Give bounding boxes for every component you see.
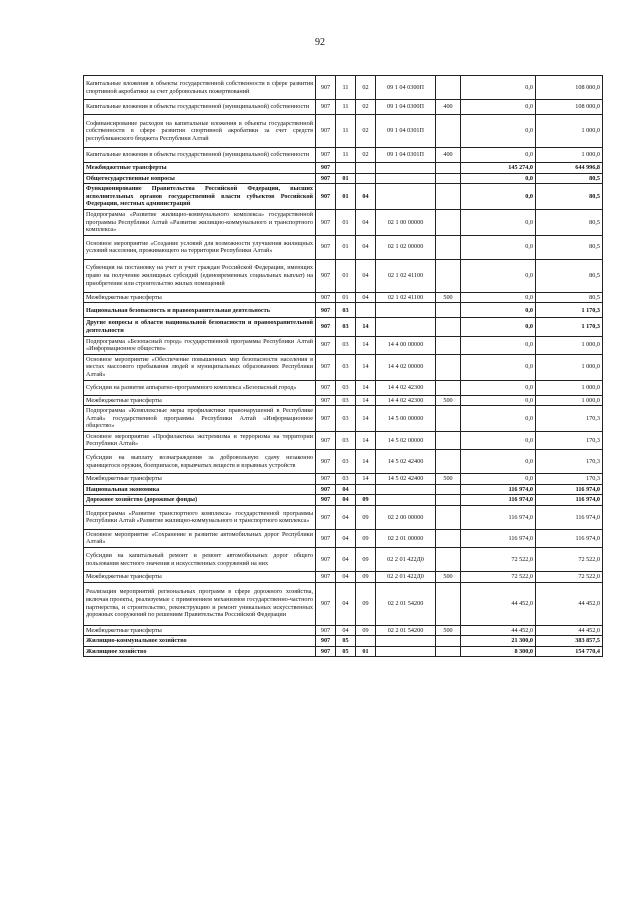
row-grbs: 907 <box>316 625 336 636</box>
table-row <box>84 173 603 184</box>
row-grbs: 907 <box>316 582 336 625</box>
row-target-article: 02 2 01 00000 <box>376 529 436 547</box>
row-section: 03 <box>336 318 356 336</box>
row-subsection: 14 <box>356 318 376 336</box>
row-target-article: 14 5 02 42400 <box>376 474 436 485</box>
row-target-article: 14 4 02 42300 <box>376 380 436 395</box>
row-sum-1: 0,0 <box>461 184 536 210</box>
table-row <box>84 163 603 174</box>
row-section: 01 <box>336 259 356 292</box>
row-target-article: 14 4 02 00000 <box>376 354 436 380</box>
row-name: Подпрограмма «Безопасный город» государственной программы Республики Алтай «Информационное общество» <box>84 336 316 354</box>
row-target-article: 02 1 02 41100 <box>376 292 436 303</box>
row-expense-type <box>436 354 461 380</box>
row-sum-1: 116 974,0 <box>461 505 536 529</box>
row-sum-2: 170,3 <box>536 431 603 449</box>
row-sum-1: 145 274,0 <box>461 163 536 174</box>
row-subsection <box>356 303 376 318</box>
row-name: Национальная безопасность и правоохранительная деятельность <box>84 303 316 318</box>
row-expense-type: 500 <box>436 474 461 485</box>
row-target-article: 14 4 00 00000 <box>376 336 436 354</box>
row-sum-1: 0,0 <box>461 76 536 100</box>
row-name: Национальная экономика <box>84 484 316 495</box>
row-subsection: 02 <box>356 76 376 100</box>
row-grbs: 907 <box>316 484 336 495</box>
row-sum-2: 80,5 <box>536 173 603 184</box>
row-sum-2: 170,3 <box>536 474 603 485</box>
row-target-article <box>376 484 436 495</box>
row-subsection: 09 <box>356 548 376 572</box>
table-row <box>84 292 603 303</box>
row-subsection: 04 <box>356 184 376 210</box>
row-name: Общегосударственные вопросы <box>84 173 316 184</box>
row-sum-1: 8 300,0 <box>461 646 536 657</box>
row-target-article: 02 1 02 41100 <box>376 259 436 292</box>
row-expense-type <box>436 505 461 529</box>
row-sum-1: 0,0 <box>461 450 536 474</box>
row-sum-2: 383 857,5 <box>536 636 603 647</box>
table-row <box>84 484 603 495</box>
row-grbs: 907 <box>316 303 336 318</box>
row-sum-1: 0,0 <box>461 336 536 354</box>
row-sum-2: 1 170,3 <box>536 303 603 318</box>
table-row <box>84 380 603 395</box>
row-sum-2: 116 974,0 <box>536 484 603 495</box>
row-sum-2: 1 000,0 <box>536 354 603 380</box>
row-name: Жилищно-коммунальное хозяйство <box>84 636 316 647</box>
row-sum-1: 0,0 <box>461 318 536 336</box>
row-sum-2: 44 452,0 <box>536 582 603 625</box>
row-name: Другие вопросы в области национальной безопасности и правоохранительной деятельности <box>84 318 316 336</box>
table-row <box>84 148 603 163</box>
row-name: Межбюджетные трансферты <box>84 625 316 636</box>
row-section: 03 <box>336 431 356 449</box>
row-section: 01 <box>336 184 356 210</box>
row-grbs: 907 <box>316 184 336 210</box>
row-section: 01 <box>336 292 356 303</box>
row-expense-type <box>436 646 461 657</box>
row-name: Капитальные вложения в объекты государственной (муниципальной) собственности <box>84 100 316 115</box>
table-row <box>84 395 603 406</box>
row-section: 04 <box>336 582 356 625</box>
row-grbs: 907 <box>316 450 336 474</box>
row-expense-type <box>436 529 461 547</box>
row-sum-2: 108 000,0 <box>536 76 603 100</box>
row-name: Межбюджетные трансферты <box>84 163 316 174</box>
row-target-article: 09 1 04 0300П <box>376 76 436 100</box>
row-expense-type <box>436 484 461 495</box>
row-sum-1: 0,0 <box>461 474 536 485</box>
table-row <box>84 582 603 625</box>
row-name: Подпрограмма «Комплексные меры профилактики правонарушений в Республике Алтай» государственной программы Республики Алтай «Информационное общество» <box>84 406 316 432</box>
row-expense-type <box>436 636 461 647</box>
row-target-article <box>376 303 436 318</box>
row-target-article: 09 1 04 0301П <box>376 115 436 148</box>
row-expense-type <box>436 303 461 318</box>
row-section: 04 <box>336 495 356 506</box>
row-sum-1: 0,0 <box>461 115 536 148</box>
table-row <box>84 115 603 148</box>
table-row <box>84 646 603 657</box>
row-subsection: 09 <box>356 505 376 529</box>
row-subsection: 04 <box>356 292 376 303</box>
row-grbs: 907 <box>316 636 336 647</box>
row-expense-type: 500 <box>436 625 461 636</box>
row-name: Межбюджетные трансферты <box>84 474 316 485</box>
row-grbs: 907 <box>316 395 336 406</box>
row-sum-1: 0,0 <box>461 303 536 318</box>
row-target-article: 02 2 00 00000 <box>376 505 436 529</box>
row-grbs: 907 <box>316 572 336 583</box>
row-target-article: 09 1 04 0301П <box>376 148 436 163</box>
row-sum-1: 116 974,0 <box>461 484 536 495</box>
row-sum-1: 0,0 <box>461 380 536 395</box>
table-row <box>84 474 603 485</box>
row-name: Основное мероприятие «Обеспечение повышенных мер безопасности населения в местах массового пребывания людей в муниципальных образованиях Республики Алтай» <box>84 354 316 380</box>
row-grbs: 907 <box>316 495 336 506</box>
row-grbs: 907 <box>316 259 336 292</box>
row-grbs: 907 <box>316 354 336 380</box>
table-row <box>84 184 603 210</box>
row-subsection: 09 <box>356 495 376 506</box>
row-subsection: 01 <box>356 646 376 657</box>
row-grbs: 907 <box>316 209 336 235</box>
row-name: Подпрограмма «Развитие жилищно-коммунального комплекса» государственной программы Республики Алтай «Развитие жилищно-коммунального и транспортного комплекса» <box>84 209 316 235</box>
row-sum-1: 116 974,0 <box>461 529 536 547</box>
row-target-article <box>376 173 436 184</box>
row-expense-type <box>436 209 461 235</box>
row-expense-type: 400 <box>436 100 461 115</box>
row-section: 05 <box>336 646 356 657</box>
row-sum-1: 0,0 <box>461 431 536 449</box>
row-sum-2: 80,5 <box>536 209 603 235</box>
row-sum-2: 80,5 <box>536 235 603 259</box>
row-grbs: 907 <box>316 505 336 529</box>
row-section: 11 <box>336 148 356 163</box>
row-section <box>336 163 356 174</box>
row-subsection <box>356 163 376 174</box>
table-row <box>84 235 603 259</box>
row-target-article: 14 5 02 42400 <box>376 450 436 474</box>
row-expense-type <box>436 380 461 395</box>
row-expense-type <box>436 548 461 572</box>
row-expense-type <box>436 318 461 336</box>
row-sum-1: 0,0 <box>461 209 536 235</box>
row-name: Капитальные вложения в объекты государственной собственности в сфере развития спортивной акробатики за счет добровольных пожертвований <box>84 76 316 100</box>
row-sum-2: 1 000,0 <box>536 148 603 163</box>
row-expense-type: 500 <box>436 292 461 303</box>
row-expense-type <box>436 495 461 506</box>
row-sum-1: 0,0 <box>461 395 536 406</box>
row-sum-1: 116 974,0 <box>461 495 536 506</box>
table-row <box>84 572 603 583</box>
row-sum-1: 0,0 <box>461 292 536 303</box>
row-target-article: 02 2 01 422Д0 <box>376 548 436 572</box>
row-sum-1: 72 522,0 <box>461 572 536 583</box>
row-sum-2: 1 000,0 <box>536 336 603 354</box>
row-section: 03 <box>336 336 356 354</box>
row-section: 03 <box>336 395 356 406</box>
row-expense-type <box>436 235 461 259</box>
row-sum-2: 1 000,0 <box>536 380 603 395</box>
row-grbs: 907 <box>316 336 336 354</box>
row-sum-1: 0,0 <box>461 173 536 184</box>
row-expense-type <box>436 184 461 210</box>
row-subsection: 14 <box>356 336 376 354</box>
row-name: Основное мероприятие «Сохранение и развитие автомобильных дорог Республики Алтай» <box>84 529 316 547</box>
table-row <box>84 548 603 572</box>
row-subsection: 02 <box>356 115 376 148</box>
row-target-article <box>376 184 436 210</box>
budget-table-body <box>84 76 603 657</box>
row-expense-type <box>436 450 461 474</box>
row-target-article: 02 2 01 54200 <box>376 582 436 625</box>
row-sum-2: 72 522,0 <box>536 572 603 583</box>
row-target-article: 02 2 01 422Д0 <box>376 572 436 583</box>
row-name: Подпрограмма «Развитие транспортного комплекса» государственной программы Республики Алтай «Развитие жилищно-коммунального и транспортного комплекса» <box>84 505 316 529</box>
row-name: Субвенция на постановку на учет и учет граждан Российской Федерации, имеющих право на получение жилищных субсидий (единовременных социальных выплат) на приобретение или строительство жилых помещений <box>84 259 316 292</box>
row-section: 11 <box>336 100 356 115</box>
row-sum-2: 1 000,0 <box>536 395 603 406</box>
row-grbs: 907 <box>316 380 336 395</box>
row-section: 04 <box>336 572 356 583</box>
row-expense-type <box>436 431 461 449</box>
row-sum-2: 170,3 <box>536 450 603 474</box>
row-subsection: 14 <box>356 431 376 449</box>
row-section: 03 <box>336 406 356 432</box>
row-target-article: 02 1 00 00000 <box>376 209 436 235</box>
row-sum-1: 0,0 <box>461 354 536 380</box>
row-expense-type <box>436 76 461 100</box>
row-expense-type <box>436 259 461 292</box>
row-section: 04 <box>336 548 356 572</box>
row-name: Межбюджетные трансферты <box>84 572 316 583</box>
row-name: Основное мероприятие «Создание условий для возможности улучшения жилищных условий населения, проживающего на территории Республики Алтай» <box>84 235 316 259</box>
budget-table <box>83 75 603 657</box>
row-expense-type <box>436 336 461 354</box>
row-sum-2: 644 996,8 <box>536 163 603 174</box>
table-row <box>84 336 603 354</box>
row-grbs: 907 <box>316 406 336 432</box>
row-sum-2: 80,5 <box>536 292 603 303</box>
row-grbs: 907 <box>316 646 336 657</box>
table-row <box>84 450 603 474</box>
row-target-article <box>376 495 436 506</box>
row-name: Дорожное хозяйство (дорожные фонды) <box>84 495 316 506</box>
row-subsection: 14 <box>356 450 376 474</box>
row-subsection: 14 <box>356 380 376 395</box>
row-sum-1: 0,0 <box>461 148 536 163</box>
row-target-article: 14 5 02 00000 <box>376 431 436 449</box>
row-sum-1: 44 452,0 <box>461 625 536 636</box>
row-subsection: 09 <box>356 625 376 636</box>
row-subsection: 09 <box>356 572 376 583</box>
row-section: 01 <box>336 173 356 184</box>
row-grbs: 907 <box>316 173 336 184</box>
row-section: 04 <box>336 505 356 529</box>
row-sum-2: 44 452,0 <box>536 625 603 636</box>
row-section: 03 <box>336 450 356 474</box>
row-expense-type <box>436 163 461 174</box>
row-grbs: 907 <box>316 529 336 547</box>
row-sum-1: 0,0 <box>461 406 536 432</box>
row-section: 04 <box>336 484 356 495</box>
row-target-article <box>376 636 436 647</box>
row-sum-2: 116 974,0 <box>536 529 603 547</box>
row-subsection: 02 <box>356 148 376 163</box>
row-subsection <box>356 484 376 495</box>
row-target-article <box>376 318 436 336</box>
row-expense-type <box>436 582 461 625</box>
row-target-article: 09 1 04 0300П <box>376 100 436 115</box>
table-row <box>84 505 603 529</box>
row-sum-1: 44 452,0 <box>461 582 536 625</box>
row-grbs: 907 <box>316 115 336 148</box>
row-expense-type <box>436 173 461 184</box>
table-row <box>84 259 603 292</box>
row-grbs: 907 <box>316 431 336 449</box>
row-sum-2: 80,5 <box>536 259 603 292</box>
table-row <box>84 495 603 506</box>
row-name: Реализация мероприятий региональных программ в сфере дорожного хозяйства, включая проекты, реализуемые с применением механизмов государственно-частного партнерства, и строительство, реконструкцию и ремонт уникальных искусственных дорожных сооружений по решениям Правительства Российской Федерации <box>84 582 316 625</box>
row-subsection: 14 <box>356 474 376 485</box>
row-expense-type: 500 <box>436 572 461 583</box>
row-expense-type <box>436 115 461 148</box>
row-name: Межбюджетные трансферты <box>84 395 316 406</box>
row-target-article: 02 1 02 00000 <box>376 235 436 259</box>
table-row <box>84 431 603 449</box>
row-section: 01 <box>336 209 356 235</box>
row-name: Субсидии на развитие аппаратно-программного комплекса «Безопасный город» <box>84 380 316 395</box>
table-row <box>84 354 603 380</box>
row-sum-1: 21 300,0 <box>461 636 536 647</box>
row-subsection: 09 <box>356 529 376 547</box>
row-sum-2: 1 000,0 <box>536 115 603 148</box>
row-name: Функционирование Правительства Российской Федерации, высших исполнительных органов государственной власти субъектов Российской Федерации, местных администраций <box>84 184 316 210</box>
row-name: Межбюджетные трансферты <box>84 292 316 303</box>
row-subsection: 04 <box>356 209 376 235</box>
row-subsection: 14 <box>356 395 376 406</box>
row-grbs: 907 <box>316 148 336 163</box>
table-row <box>84 76 603 100</box>
row-target-article <box>376 646 436 657</box>
row-expense-type: 400 <box>436 148 461 163</box>
row-grbs: 907 <box>316 235 336 259</box>
row-expense-type: 500 <box>436 395 461 406</box>
row-target-article <box>376 163 436 174</box>
row-section: 04 <box>336 529 356 547</box>
row-sum-2: 108 000,0 <box>536 100 603 115</box>
row-section: 05 <box>336 636 356 647</box>
row-subsection: 04 <box>356 235 376 259</box>
row-name: Капитальные вложения в объекты государственной (муниципальной) собственности <box>84 148 316 163</box>
table-row <box>84 303 603 318</box>
row-grbs: 907 <box>316 76 336 100</box>
row-expense-type <box>436 406 461 432</box>
row-subsection <box>356 173 376 184</box>
row-sum-2: 154 770,4 <box>536 646 603 657</box>
table-row <box>84 529 603 547</box>
row-name: Субсидии на выплату вознаграждения за добровольную сдачу незаконно хранящегося оружия, боеприпасов, взрывчатых веществ и взрывных устройств <box>84 450 316 474</box>
table-row <box>84 318 603 336</box>
table-row <box>84 100 603 115</box>
row-sum-2: 116 974,0 <box>536 505 603 529</box>
row-name: Основное мероприятие «Профилактика экстремизма и терроризма на территории Республики Алтай» <box>84 431 316 449</box>
row-sum-1: 0,0 <box>461 100 536 115</box>
row-subsection: 09 <box>356 582 376 625</box>
row-name: Жилищное хозяйство <box>84 646 316 657</box>
table-row <box>84 636 603 647</box>
row-sum-2: 80,5 <box>536 184 603 210</box>
row-sum-2: 1 170,3 <box>536 318 603 336</box>
page-number: 92 <box>315 37 325 48</box>
row-grbs: 907 <box>316 474 336 485</box>
row-section: 11 <box>336 115 356 148</box>
row-sum-2: 72 522,0 <box>536 548 603 572</box>
row-target-article: 14 4 02 42300 <box>376 395 436 406</box>
row-sum-1: 0,0 <box>461 259 536 292</box>
row-grbs: 907 <box>316 163 336 174</box>
row-target-article: 14 5 00 00000 <box>376 406 436 432</box>
row-section: 04 <box>336 625 356 636</box>
row-subsection <box>356 636 376 647</box>
row-sum-2: 116 974,0 <box>536 495 603 506</box>
row-section: 11 <box>336 76 356 100</box>
row-section: 03 <box>336 303 356 318</box>
row-subsection: 14 <box>356 406 376 432</box>
table-row <box>84 209 603 235</box>
row-target-article: 02 2 01 54200 <box>376 625 436 636</box>
row-grbs: 907 <box>316 318 336 336</box>
row-section: 03 <box>336 354 356 380</box>
row-section: 01 <box>336 235 356 259</box>
row-subsection: 04 <box>356 259 376 292</box>
row-subsection: 14 <box>356 354 376 380</box>
row-grbs: 907 <box>316 100 336 115</box>
table-row <box>84 625 603 636</box>
row-section: 03 <box>336 474 356 485</box>
row-name: Софинансирование расходов на капитальные вложения в объекты государственной собственности в сфере развития спортивной акробатики за счет средств республиканского бюджета Республики Алтай <box>84 115 316 148</box>
row-sum-1: 72 522,0 <box>461 548 536 572</box>
row-name: Субсидии на капитальный ремонт и ремонт автомобильных дорог общего пользования местного значения и искусственных сооружений на них <box>84 548 316 572</box>
row-subsection: 02 <box>356 100 376 115</box>
table-row <box>84 406 603 432</box>
row-grbs: 907 <box>316 548 336 572</box>
row-sum-1: 0,0 <box>461 235 536 259</box>
row-section: 03 <box>336 380 356 395</box>
row-grbs: 907 <box>316 292 336 303</box>
row-sum-2: 170,3 <box>536 406 603 432</box>
